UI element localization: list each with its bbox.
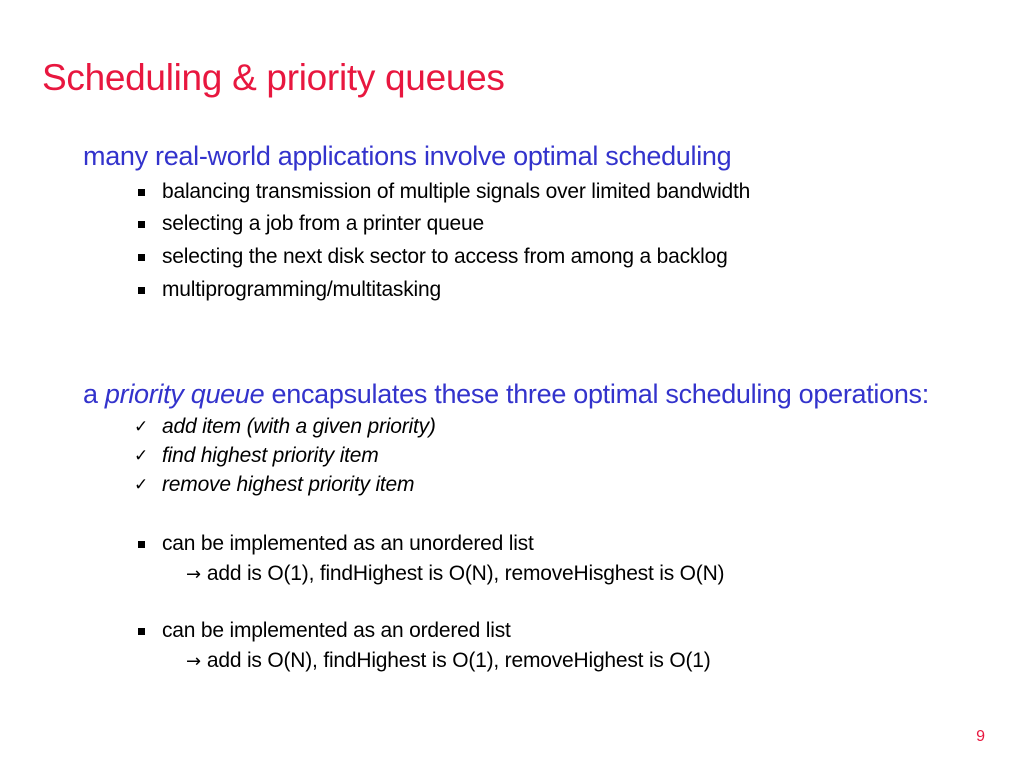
section-heading-priority-queue [83,378,929,410]
heading-prefix: a [83,379,105,409]
square-bullet-icon [134,277,148,303]
complexity-text: add is O(1), findHighest is O(N), removeHisghest is O(N) [206,562,725,585]
slide-title: Scheduling & priority queues [42,57,505,98]
section-heading-scheduling: many real-world applications involve optimal scheduling [83,141,732,171]
bullet-text: selecting a job from a printer queue [162,212,484,235]
bullet-text: can be implemented as an unordered list [162,532,534,555]
bullet-text: selecting the next disk sector to access from among a backlog [162,245,728,268]
check-text: remove highest priority item [162,473,415,496]
bullet-item [162,618,511,644]
square-bullet-icon [134,244,148,270]
right-arrow-icon: → [186,564,201,585]
square-bullet-icon [134,211,148,237]
checkmark-icon: ✓ [133,417,149,437]
page-number: 9 [976,728,985,745]
bullet-item [162,244,728,270]
bullet-item [162,531,534,557]
bullet-item [162,211,484,237]
check-text: find highest priority item [162,444,379,467]
check-text: add item (with a given priority) [162,415,436,438]
complexity-line [186,561,724,588]
complexity-line [186,648,711,675]
check-item [133,472,415,498]
square-bullet-icon [134,618,148,644]
square-bullet-icon [134,179,148,205]
checkmark-icon: ✓ [133,446,149,466]
bullet-text: can be implemented as an ordered list [162,619,511,642]
square-bullet-icon [134,531,148,557]
check-item [133,414,436,440]
bullet-text: multiprogramming/multitasking [162,278,441,301]
heading-suffix: encapsulates these three optimal scheduling operations: [264,379,929,409]
bullet-item [162,277,441,303]
check-item [133,443,379,469]
bullet-text: balancing transmission of multiple signals over limited bandwidth [162,180,751,203]
bullet-item [162,179,750,205]
heading-term: priority queue [104,379,265,409]
checkmark-icon: ✓ [133,475,149,495]
complexity-text: add is O(N), findHighest is O(1), removeHighest is O(1) [206,649,711,672]
right-arrow-icon: → [186,651,201,672]
